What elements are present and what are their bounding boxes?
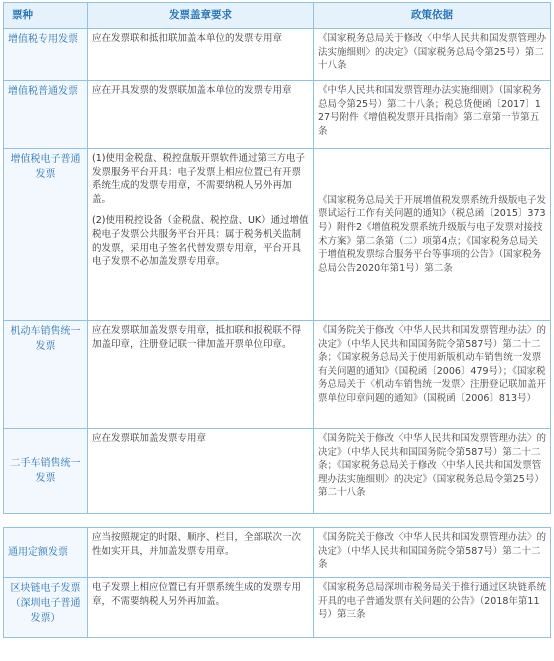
header-stamp-requirement: 发票盖章要求 [88, 3, 314, 29]
invoice-type-cell: 二手车销售统一发票 [4, 429, 88, 514]
requirement-text: 应在发票联加盖发票专用章 [92, 433, 207, 444]
table-row [4, 149, 551, 321]
requirement-cell [88, 321, 314, 429]
policy-cell: 《国务院关于修改〈中华人民共和国发票管理办法〉的决定》（中华人民共和国国务院令第587号）第二十二条；《国家税务总局关于使用新版机动车销售统一发票有关问题的通知》（国税函〔2006〕479号）；《国家税务总局关于〈机动车销售统一发票〉注册登记联加盖开票单位印章问题的通知》（国税函〔2006〕813号） [314, 321, 551, 429]
policy-cell: 《国家税务总局关于开展增值税发票系统升级版电子发票试运行工作有关问题的通知》（税总函〔2015〕373号）附件2《增值税发票系统升级版与电子发票对接技术方案》第二条第（二）项第4点；《国家税务总局关于增值税发票综合服务平台等事项的公告》（国家税务总局公告2020年第1号）第二条 [314, 149, 551, 321]
requirement-text: 应当按照规定的时限、顺序、栏目，全部联次一次性如实开具，并加盖发票专用章。 [92, 532, 302, 557]
requirement-cell [88, 429, 314, 514]
requirement-cell [88, 81, 314, 149]
table-spacer-cell [4, 514, 551, 528]
requirement-text: 应在开具发票的发票联加盖本单位的发票专用章 [92, 85, 292, 96]
header-invoice-type: 票种 [4, 3, 88, 29]
invoice-type-cell: 增值税专用发票 [4, 29, 88, 81]
requirement-cell [88, 149, 314, 321]
table-row [4, 81, 551, 149]
table-row [4, 578, 551, 638]
requirement-cell [88, 29, 314, 81]
table-header-row [4, 3, 551, 29]
invoice-type-cell: 增值税普通发票 [4, 81, 88, 149]
requirement-text: 电子发票上相应位置已有开票系统生成的发票专用章，不需要纳税人另外再加盖。 [92, 582, 302, 607]
table-row [4, 429, 551, 514]
requirement-cell [88, 578, 314, 638]
policy-cell: 《国务院关于修改〈中华人民共和国发票管理办法〉的决定》（中华人民共和国国务院令第587号）第二十二条；《国家税务总局关于修改〈中华人民共和国发票管理办法实施细则〉的决定》（国家税务总局令第25号）第二十八条 [314, 429, 551, 514]
policy-cell: 《国家税务总局关于修改〈中华人民共和国发票管理办法实施细则〉的决定》（国家税务总局令第25号）第二十八条 [314, 29, 551, 81]
policy-cell: 《国家税务总局深圳市税务局关于推行通过区块链系统开具的电子普通发票有关问题的公告》（2018年第11号）第三条 [314, 578, 551, 638]
requirement-text: (2)使用税控设备（金税盘、税控盘、UK）通过增值税电子发票公共服务平台开具：属于税务机关监制的发票，采用电子签名代替发票专用章，平台开具电子发票不必加盖发票专用章。 [92, 215, 309, 268]
invoice-type-cell: 增值税电子普通发票 [4, 149, 88, 321]
invoice-stamp-table-container [3, 2, 550, 638]
table-row [4, 528, 551, 578]
policy-cell: 《中华人民共和国发票管理办法实施细则》（国家税务总局令第25号）第二十八条；税总货便函〔2017〕127号附件《增值税发票开具指南》第二章第一节第五条 [314, 81, 551, 149]
requirement-cell [88, 528, 314, 578]
policy-cell: 《国务院关于修改〈中华人民共和国发票管理办法〉的决定》（中华人民共和国国务院令第587号）第二十二条 [314, 528, 551, 578]
invoice-type-cell: 区块链电子发票（深圳电子普通发票） [4, 578, 88, 638]
invoice-type-cell: 机动车销售统一发票 [4, 321, 88, 429]
requirement-text: 应在发票联加盖发票专用章，抵扣联和报税联不得加盖印章，注册登记联一律加盖开票单位印章。 [92, 325, 302, 350]
table-row [4, 29, 551, 81]
requirement-text: 应在发票联和抵扣联加盖本单位的发票专用章 [92, 33, 283, 44]
invoice-stamp-table [3, 2, 551, 638]
table-row [4, 321, 551, 429]
invoice-type-cell: 通用定额发票 [4, 528, 88, 578]
requirement-text: (1)使用金税盘、税控盘版开票软件通过第三方电子发票服务平台开具：电子发票上相应位置已有开票系统生成的发票专用章，不需要纳税人另外再加盖。 [92, 153, 305, 205]
table-spacer-row [4, 514, 551, 528]
header-policy-basis: 政策依据 [314, 3, 551, 29]
